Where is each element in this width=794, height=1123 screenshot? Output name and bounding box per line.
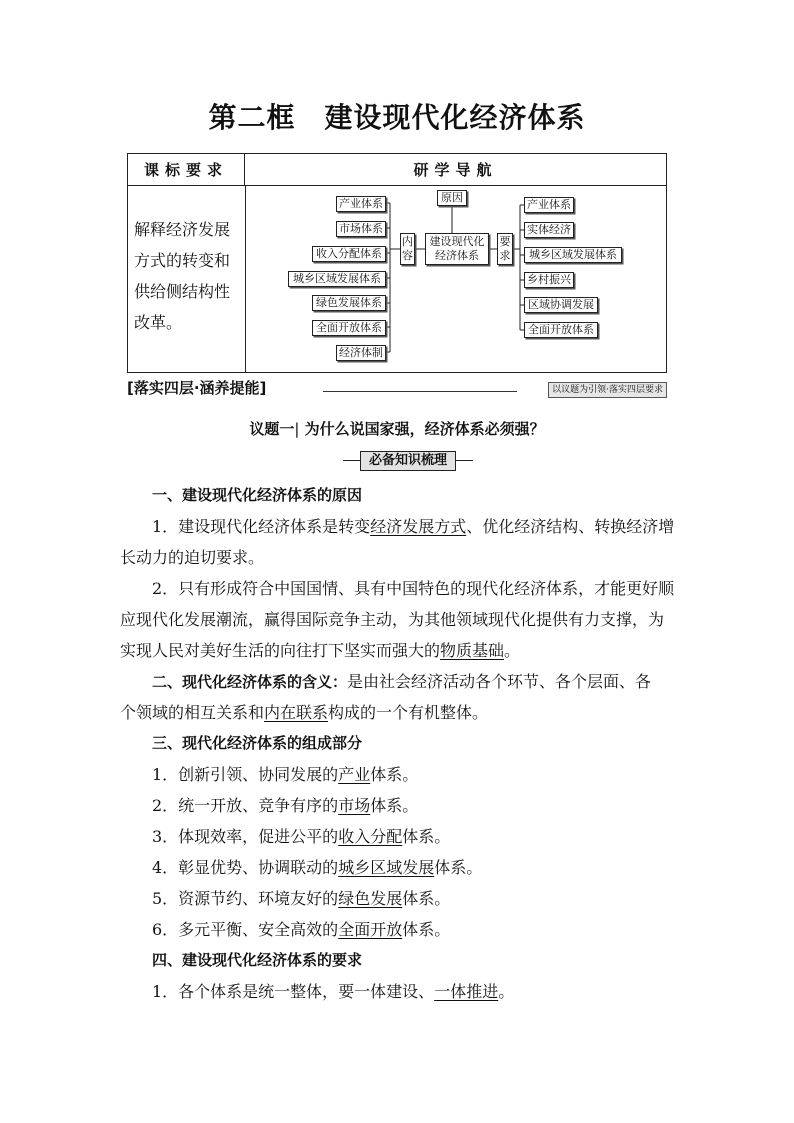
topic-question: 为什么说国家强，经济体系必须强？ <box>304 420 545 438</box>
diagram-content-label: 内 容 <box>400 233 415 265</box>
banner-title: [落实四层·涵养提能] <box>127 379 267 397</box>
diagram-left-item: 收入分配体系 <box>312 246 386 262</box>
diagram-left-item: 全面开放体系 <box>312 320 386 336</box>
topic-heading <box>0 418 794 439</box>
list-item: 1．创新引领、协同发展的产业体系。 <box>152 765 419 784</box>
requirement-line: 供给侧结构性 <box>134 282 231 301</box>
paragraph-line: 长动力的迫切要求。 <box>120 548 265 567</box>
key-term: 收入分配 <box>338 827 403 846</box>
diagram-connectors <box>0 0 794 400</box>
key-term: 市场 <box>338 796 371 815</box>
diagram-right-item: 乡村振兴 <box>524 272 574 288</box>
section-heading: 四、建设现代化经济体系的要求 <box>152 951 363 969</box>
requirement-line: 方式的转变和 <box>134 251 231 270</box>
key-term: 城乡区域发展 <box>338 858 435 877</box>
key-term: 一体推进 <box>434 982 499 1001</box>
banner-divider <box>323 391 517 392</box>
diagram-right-item: 区域协调发展 <box>524 297 598 313</box>
diagram-reason-label: 原因 <box>437 190 467 206</box>
diagram-right-item: 实体经济 <box>524 222 574 238</box>
list-item: 4．彰显优势、协调联动的城乡区域发展体系。 <box>152 858 483 877</box>
diagram-requirement-label: 要 求 <box>497 233 513 265</box>
diagram-left-item: 产业体系 <box>336 196 386 212</box>
section-banner <box>127 377 667 399</box>
diagram-center-node: 建设现代化 经济体系 <box>425 233 489 265</box>
key-term: 全面开放 <box>338 920 403 939</box>
list-item: 6．多元平衡、安全高效的全面开放体系。 <box>152 920 451 939</box>
requirement-line: 改革。 <box>134 313 183 332</box>
topic-separator: | <box>294 420 300 438</box>
topic-label: 议题一 <box>249 420 295 438</box>
page-title: 第二框 建设现代化经济体系 <box>208 101 586 134</box>
list-item: 2．统一开放、竞争有序的市场体系。 <box>152 796 419 815</box>
banner-subtitle: 以议题为引领·落实四层要求 <box>548 382 667 398</box>
list-item: 1．各个体系是统一整体，要一体建设、一体推进。 <box>152 982 515 1001</box>
paragraph-line: 实现人民对美好生活的向往打下坚实而强大的物质基础。 <box>120 641 521 660</box>
diagram-right-item: 产业体系 <box>524 197 574 213</box>
diagram-left-item: 市场体系 <box>336 221 386 237</box>
diagram-right-item: 城乡区域发展体系 <box>524 247 622 263</box>
paragraph-line: 二、现代化经济体系的含义：是由社会经济活动各个环节、各个层面、各 <box>152 672 652 691</box>
key-term: 绿色发展 <box>338 889 403 908</box>
table-header-navigation: 研学导航 <box>245 154 666 186</box>
section-heading: 一、建设现代化经济体系的原因 <box>152 486 363 504</box>
section-heading: 三、现代化经济体系的组成部分 <box>152 734 363 752</box>
section-heading: 二、现代化经济体系的含义： <box>152 673 348 691</box>
knowledge-tag <box>343 451 473 469</box>
paragraph-line: 2．只有形成符合中国国情、具有中国特色的现代化经济体系，才能更好顺 <box>152 579 675 598</box>
diagram-left-item: 城乡区域发展体系 <box>288 271 386 287</box>
list-item: 3．体现效率，促进公平的收入分配体系。 <box>152 827 451 846</box>
diagram-left-item: 经济体制 <box>336 345 386 361</box>
requirement-line: 解释经济发展 <box>134 220 231 239</box>
key-term: 物质基础 <box>440 641 505 660</box>
table-header-standards: 课标要求 <box>128 154 245 186</box>
key-term: 经济发展方式 <box>370 517 467 536</box>
paragraph-line: 1．建设现代化经济体系是转变经济发展方式、优化经济结构、转换经济增 <box>152 517 675 536</box>
key-term: 内在联系 <box>264 703 329 722</box>
paragraph-line: 应现代化发展潮流，赢得国际竞争主动，为其他领域现代化提供有力支撑，为 <box>120 610 665 629</box>
key-term: 产业 <box>338 765 371 784</box>
diagram-right-item: 全面开放体系 <box>524 322 598 338</box>
list-item: 5．资源节约、环境友好的绿色发展体系。 <box>152 889 451 908</box>
paragraph-line: 个领域的相互关系和内在联系构成的一个有机整体。 <box>120 703 489 722</box>
knowledge-tag-label: 必备知识梳理 <box>360 451 456 471</box>
diagram-left-item: 绿色发展体系 <box>312 295 386 311</box>
